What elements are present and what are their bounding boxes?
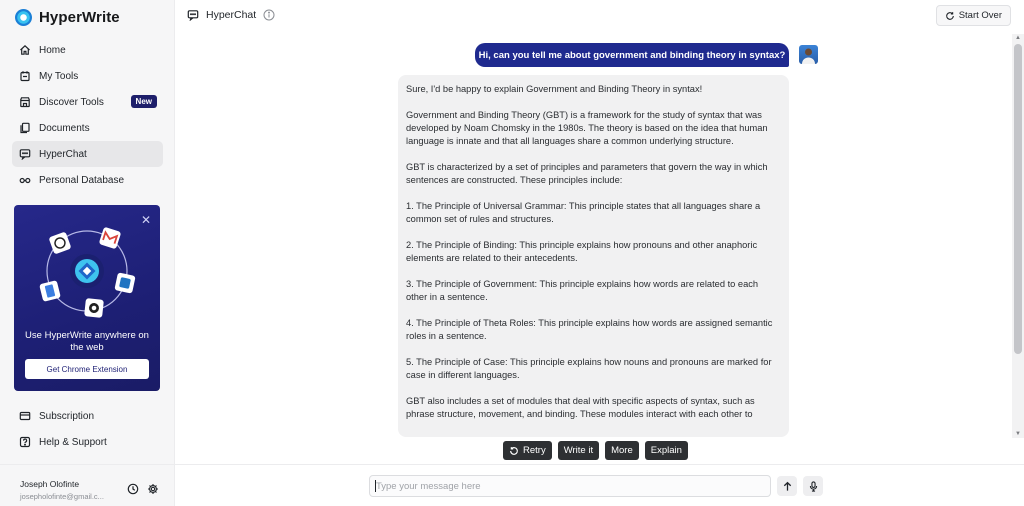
promo-title: Use HyperWrite anywhere on the web	[25, 330, 149, 353]
sidebar	[0, 0, 175, 506]
arrow-up-icon	[782, 481, 793, 492]
scroll-down-icon[interactable]: ▼	[1015, 431, 1021, 437]
history-icon[interactable]	[127, 483, 139, 495]
user-message-bubble	[475, 43, 789, 67]
close-icon[interactable]: ✕	[140, 213, 151, 227]
assistant-paragraph: Sure, I'd be happy to explain Government and Binding Theory in syntax!	[406, 84, 703, 94]
scroll-up-icon[interactable]: ▲	[1015, 35, 1021, 41]
sidebar-item-label: Help & Support	[39, 436, 107, 448]
write-it-button[interactable]: Write it	[558, 441, 599, 460]
sidebar-nav	[12, 37, 163, 193]
sidebar-item-hyperchat[interactable]	[12, 141, 163, 167]
text-caret	[375, 480, 376, 492]
extension-illustration-icon	[14, 205, 160, 330]
assistant-paragraph: 3. The Principle of Government: This principle explains how words are related to each other in a sentence.	[406, 279, 759, 302]
assistant-paragraph: 1. The Principle of Universal Grammar: This principle states that all languages share a common set of rules and structures.	[406, 201, 761, 224]
assistant-paragraph: Government and Binding Theory (GBT) is a framework for the study of syntax that was developed by Noam Chomsky in the 1980s. The theory is based on the idea that human language is innate and that all languages share a common underlying structure.	[406, 110, 768, 146]
user-actions	[127, 483, 159, 495]
microphone-button[interactable]	[803, 476, 823, 496]
microphone-icon	[808, 481, 819, 492]
chrome-extension-promo	[14, 205, 160, 391]
sidebar-item-label: Subscription	[39, 410, 95, 422]
sidebar-item-my-tools[interactable]	[12, 63, 163, 89]
user-avatar-icon	[799, 45, 818, 64]
chat-icon	[19, 148, 31, 160]
more-button[interactable]: More	[605, 441, 639, 460]
sidebar-item-help-support[interactable]	[12, 429, 163, 455]
home-icon	[19, 44, 31, 56]
hyperwrite-logo-icon	[15, 9, 32, 26]
logo[interactable]	[15, 9, 120, 26]
chat-header	[175, 0, 1024, 34]
send-button[interactable]	[777, 476, 797, 496]
tools-icon	[19, 70, 31, 82]
refresh-icon	[945, 11, 955, 21]
assistant-message-bubble	[398, 75, 789, 437]
start-over-label: Start Over	[958, 10, 1002, 21]
avatar	[799, 45, 818, 64]
assistant-paragraph: 4. The Principle of Theta Roles: This principle explains how words are assigned semantic roles in a sentence.	[406, 318, 773, 341]
store-icon	[19, 96, 31, 108]
sidebar-item-documents[interactable]	[12, 115, 163, 141]
glasses-icon	[19, 174, 31, 186]
retry-icon	[509, 446, 519, 456]
retry-button[interactable]	[503, 441, 552, 460]
assistant-paragraph: GBT is characterized by a set of principles and parameters that govern the way in which sentences are constructed. These principles include:	[406, 162, 768, 185]
composer-divider	[175, 464, 1024, 465]
card-icon	[19, 410, 31, 422]
chat-scrollbar[interactable]	[1012, 34, 1024, 438]
user-panel	[0, 464, 175, 506]
get-chrome-extension-button[interactable]: Get Chrome Extension	[25, 359, 149, 379]
sidebar-item-label: Personal Database	[39, 174, 125, 186]
sidebar-item-home[interactable]	[12, 37, 163, 63]
gear-icon[interactable]	[147, 483, 159, 495]
scroll-thumb[interactable]	[1014, 44, 1022, 354]
sidebar-bottom-nav	[12, 403, 163, 455]
message-input[interactable]	[369, 475, 771, 497]
user-name: Joseph Olofinte	[20, 479, 80, 489]
help-icon	[19, 436, 31, 448]
sidebar-item-discover-tools[interactable]	[12, 89, 163, 115]
sidebar-item-label: HyperChat	[39, 148, 87, 160]
chat-icon	[187, 9, 199, 21]
start-over-button[interactable]	[936, 5, 1011, 26]
sidebar-item-label: My Tools	[39, 70, 79, 82]
assistant-paragraph: 5. The Principle of Case: This principle explains how nouns and pronouns are marked for case in different languages.	[406, 357, 772, 380]
sidebar-item-label: Home	[39, 44, 66, 56]
assistant-paragraph: GBT also includes a set of modules that deal with specific aspects of syntax, such as phrase structure, movement, and binding. These modules interact with each other to	[406, 396, 755, 419]
sidebar-item-label: Documents	[39, 122, 90, 134]
sidebar-item-personal-database[interactable]	[12, 167, 163, 193]
brand-name: HyperWrite	[39, 9, 120, 26]
retry-label: Retry	[523, 445, 546, 456]
new-badge: New	[131, 95, 157, 108]
page-title: HyperChat	[206, 9, 257, 21]
user-email: josepholofinte@gmail.c...	[20, 492, 104, 501]
info-icon[interactable]	[263, 9, 275, 21]
sidebar-item-label: Discover Tools	[39, 96, 104, 108]
assistant-paragraph: 2. The Principle of Binding: This principle explains how pronouns and other anaphoric elements are related to their antecedents.	[406, 240, 758, 263]
user-message-text: Hi, can you tell me about government and binding theory in syntax?	[478, 49, 786, 61]
explain-button[interactable]: Explain	[645, 441, 688, 460]
chat-main	[175, 0, 1024, 506]
documents-icon	[19, 122, 31, 134]
sidebar-item-subscription[interactable]	[12, 403, 163, 429]
chat-title	[187, 9, 275, 21]
response-actions	[503, 441, 688, 460]
